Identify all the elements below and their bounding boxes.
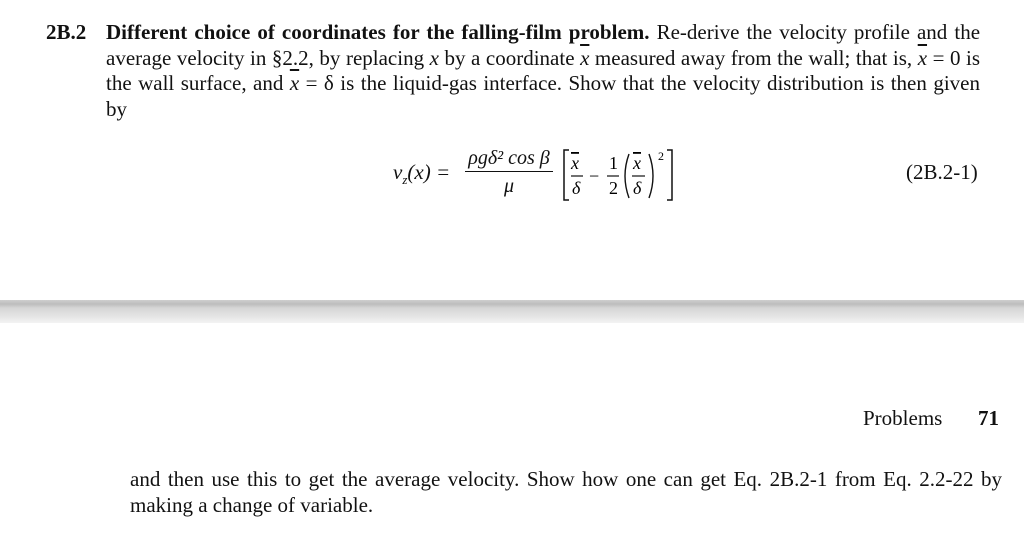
svg-text:x: x [633, 153, 641, 173]
fraction-bar [465, 171, 553, 172]
running-header-section: Problems [863, 406, 943, 430]
problem-text-5: = δ is the liquid-gas interface. Show that the velocity distribution is then given by [106, 71, 980, 121]
var-xbar-3: $\overline{x}$ [289, 71, 300, 95]
fraction-denominator: μ [503, 175, 515, 198]
problem-title: Different choice of coordinates for the falling-film problem. [106, 20, 650, 44]
svg-text:2: 2 [658, 149, 664, 163]
lhs-argument: (x) = [407, 160, 451, 184]
continuation-text: and then use this to get the average velocity. Show how one can get Eq. 2B.2-1 from Eq. 2.2-22 by making a change of variable. [130, 467, 1002, 517]
svg-text:2: 2 [609, 178, 618, 198]
problem-text-2: by a coordinate [438, 45, 581, 70]
equation-fraction [465, 146, 553, 199]
var-xbar-1: $\overline{x}$ [580, 45, 590, 70]
equation-label: (2B.2-1) [906, 160, 978, 184]
equation-2b2-1 [393, 146, 693, 204]
svg-text:−: − [589, 166, 600, 186]
var-x: x [429, 45, 439, 70]
problem-text-3: measured away from the wall; that is, [589, 45, 918, 70]
problem-number: 2B.2 [46, 20, 87, 44]
svg-text:x: x [571, 153, 579, 173]
page-number: 71 [978, 406, 999, 430]
svg-text:1: 1 [609, 153, 618, 173]
bracket-expression [561, 146, 691, 206]
svg-text:δ: δ [633, 178, 642, 198]
problem-text-4: = 0 is the wall surface, and [106, 45, 980, 95]
page-separator [0, 300, 1024, 323]
problem-statement [106, 20, 980, 122]
equation-lhs [393, 160, 450, 188]
lhs-symbol: v [393, 160, 403, 184]
problem-text-1: Re-derive the velocity profile and the average velocity in §2.2, by replacing [106, 20, 981, 70]
fraction-numerator: ρgδ² cos β [468, 147, 550, 169]
svg-text:δ: δ [572, 178, 581, 198]
lhs-subscript: z [402, 172, 408, 188]
problem-2b2 [46, 20, 980, 122]
var-xbar-2: $\overline{x}$ [917, 45, 928, 70]
